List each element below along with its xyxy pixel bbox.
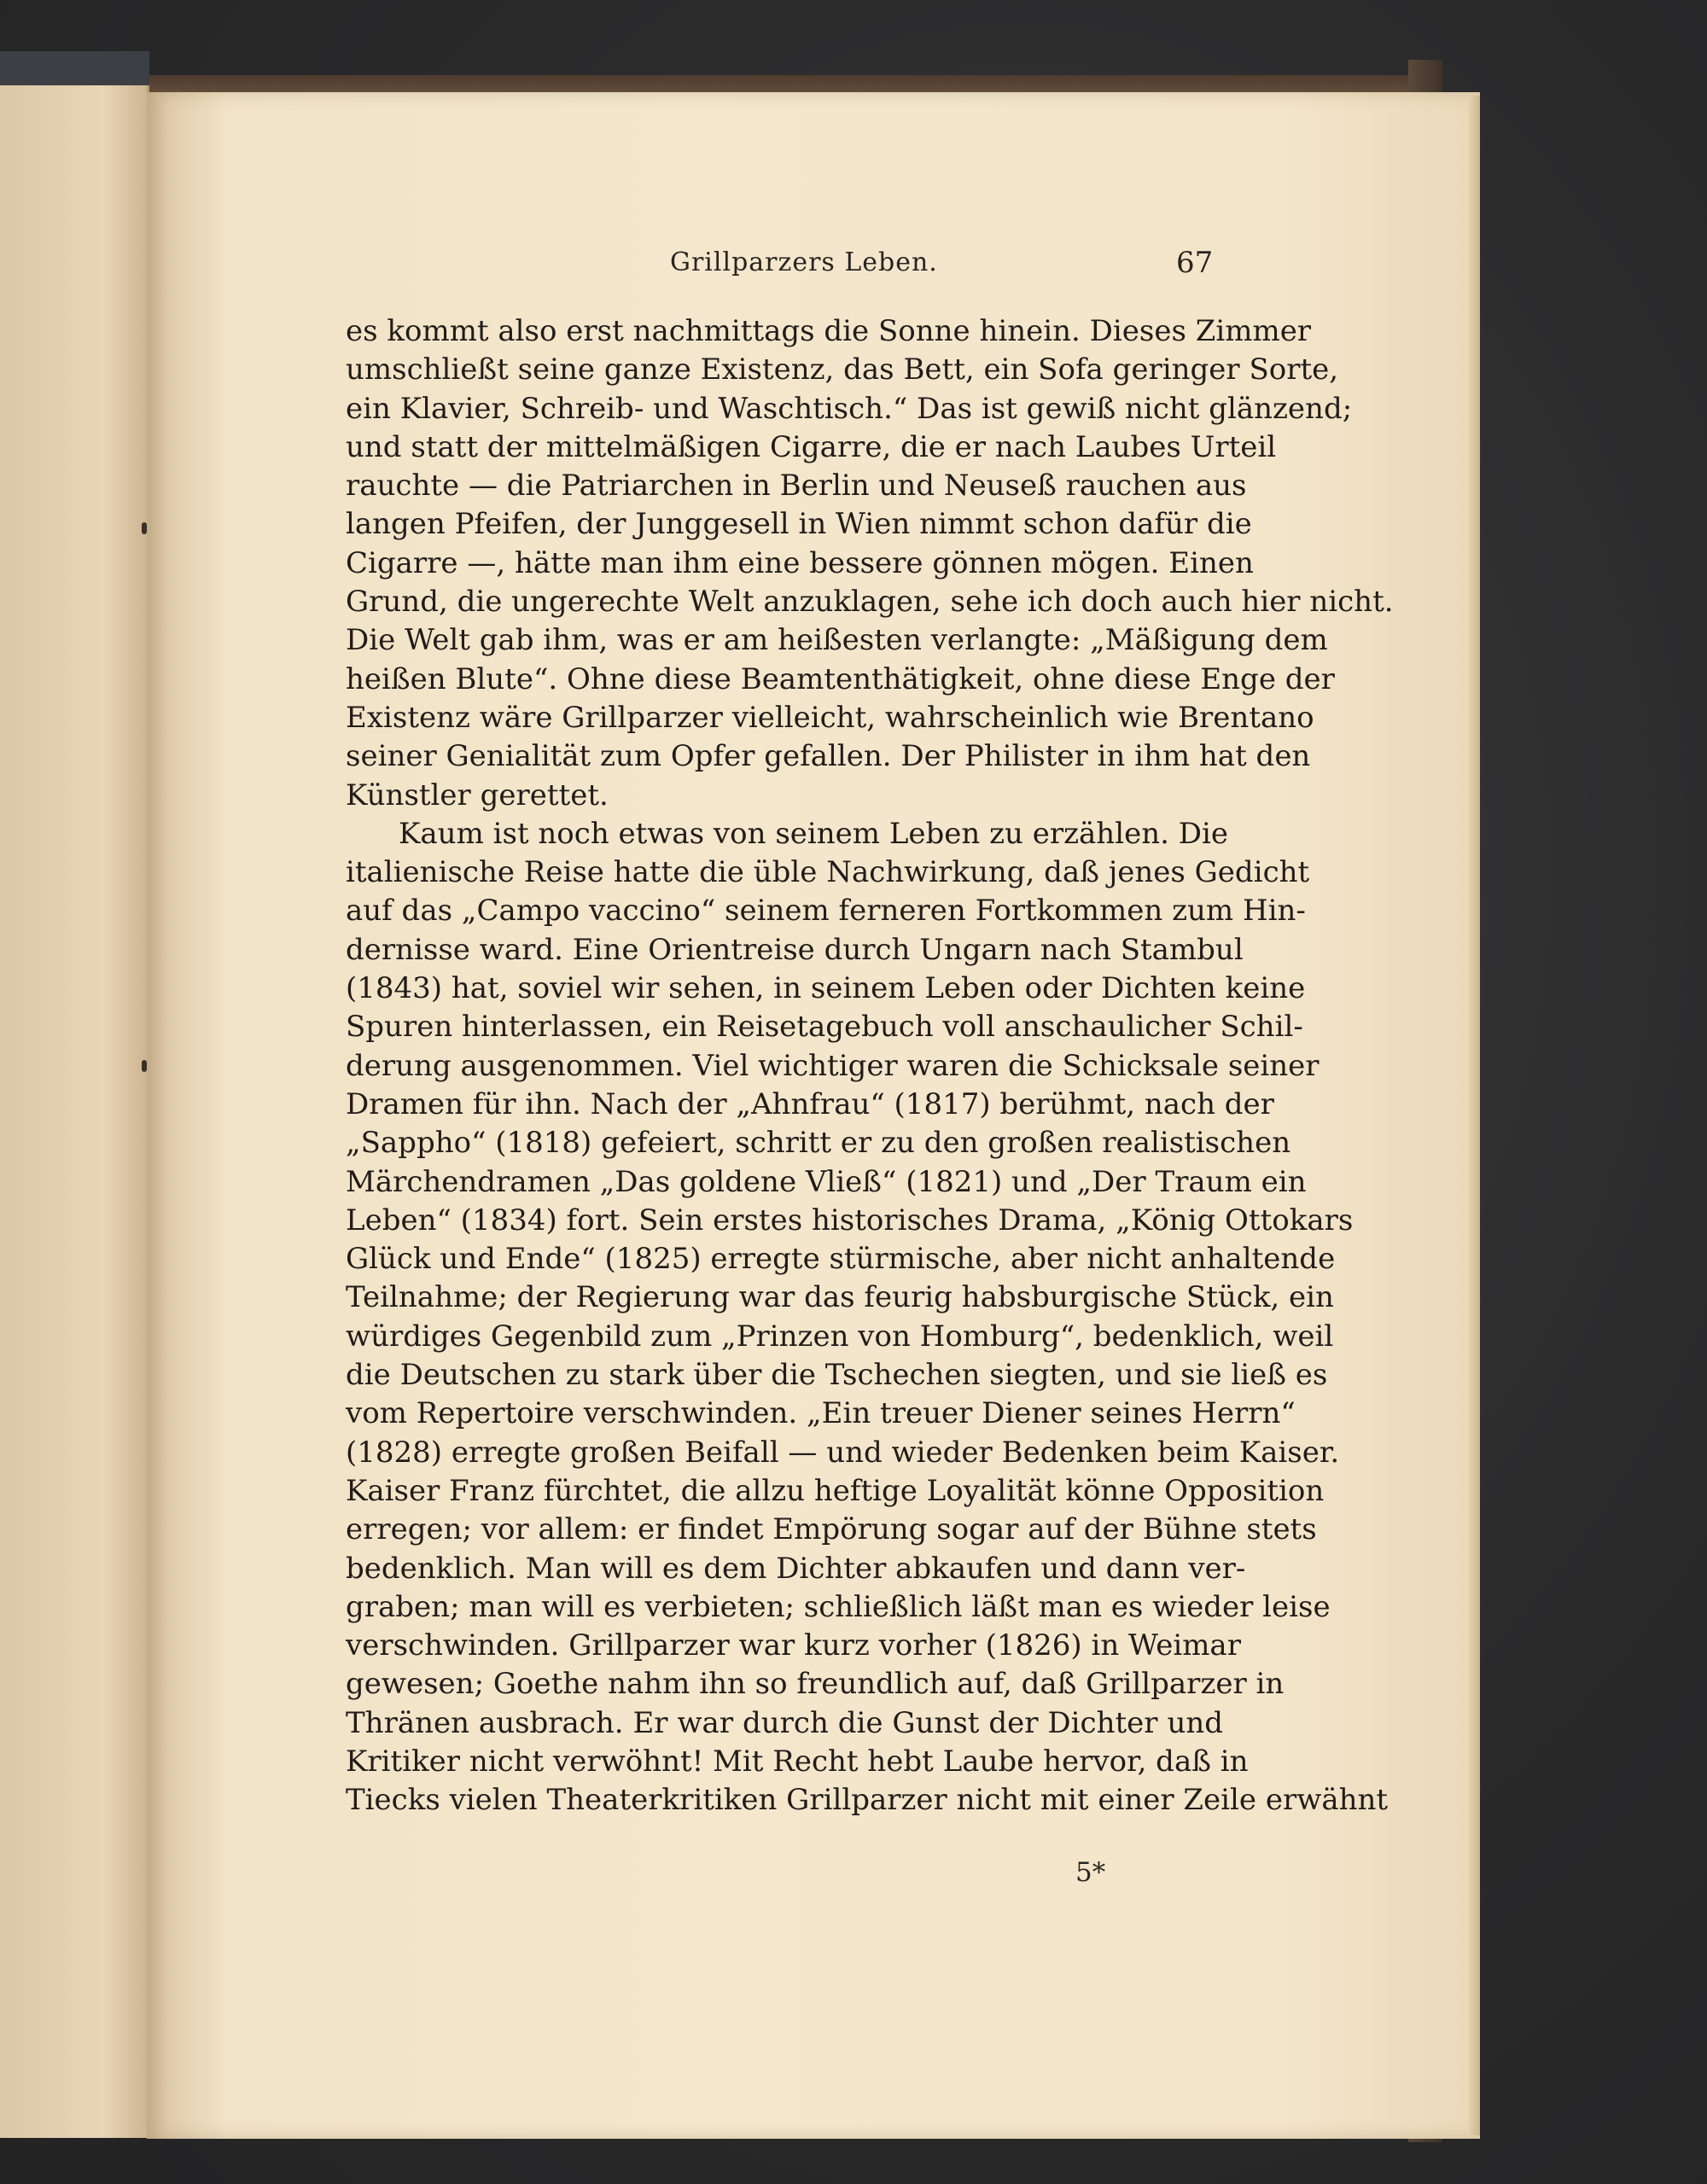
text-line: würdiges Gegenbild zum „Prinzen von Homburg“, bedenklich, weil bbox=[346, 1319, 1334, 1354]
text-line: Thränen ausbrach. Er war durch die Gunst der Dichter und bbox=[346, 1705, 1223, 1740]
text-line: Kritiker nicht verwöhnt! Mit Recht hebt Laube hervor, daß in bbox=[346, 1744, 1249, 1779]
page-edge bbox=[1468, 96, 1480, 2135]
text-line: und statt der mittelmäßigen Cigarre, die er nach Laubes Urteil bbox=[346, 429, 1277, 464]
text-line: Künstler gerettet. bbox=[346, 778, 609, 812]
text-line: „Sappho“ (1818) gefeiert, schritt er zu den großen realistischen bbox=[346, 1126, 1291, 1161]
text-line: ein Klavier, Schreib- und Waschtisch.“ Das ist gewiß nicht glänzend; bbox=[346, 391, 1353, 426]
text-line: Kaum ist noch etwas von seinem Leben zu erzählen. Die bbox=[399, 816, 1228, 851]
text-line: heißen Blute“. Ohne diese Beamtenthätigkeit, ohne diese Enge der bbox=[346, 661, 1335, 696]
text-line: graben; man will es verbieten; schließlich läßt man es wieder leise bbox=[346, 1589, 1331, 1624]
text-line: (1828) erregte großen Beifall — und wieder Bedenken beim Kaiser. bbox=[346, 1435, 1340, 1470]
page-number: 67 bbox=[1176, 246, 1214, 280]
text-line: Märchendramen „Das goldene Vließ“ (1821) und „Der Traum ein bbox=[346, 1164, 1307, 1199]
text-line: Leben“ (1834) fort. Sein erstes historisches Drama, „König Ottokars bbox=[346, 1203, 1354, 1238]
margin-mark bbox=[142, 522, 147, 534]
running-head: Grillparzers Leben. bbox=[670, 248, 938, 277]
text-line: umschließt seine ganze Existenz, das Bett, ein Sofa geringer Sorte, bbox=[346, 352, 1339, 387]
text-line: langen Pfeifen, der Junggesell in Wien nimmt schon dafür die bbox=[346, 507, 1252, 542]
text-line: bedenklich. Man will es dem Dichter abkaufen und dann ver- bbox=[346, 1551, 1246, 1586]
text-line: seiner Genialität zum Opfer gefallen. Der Philister in ihm hat den bbox=[346, 739, 1311, 774]
text-line: auf das „Campo vaccino“ seinem ferneren Fortkommen zum Hin- bbox=[346, 894, 1306, 929]
text-line: Spuren hinterlassen, ein Reisetagebuch voll anschaulicher Schil- bbox=[346, 1010, 1303, 1045]
text-line: Existenz wäre Grillparzer vielleicht, wahrscheinlich wie Brentano bbox=[346, 700, 1314, 735]
margin-mark bbox=[142, 1060, 147, 1072]
text-line: es kommt also erst nachmittags die Sonne hinein. Dieses Zimmer bbox=[346, 314, 1312, 348]
text-line: Die Welt gab ihm, was er am heißesten verlangte: „Mäßigung dem bbox=[346, 623, 1328, 658]
body-text bbox=[346, 312, 1394, 1820]
text-line: Glück und Ende“ (1825) erregte stürmische, aber nicht anhaltende bbox=[346, 1242, 1336, 1277]
text-line: erregen; vor allem: er findet Empörung sogar auf der Bühne stets bbox=[346, 1512, 1317, 1547]
text-line: Teilnahme; der Regierung war das feurig habsburgische Stück, ein bbox=[346, 1280, 1334, 1315]
text-line: rauchte — die Patriarchen in Berlin und Neuseß rauchen aus bbox=[346, 469, 1247, 504]
text-line: italienische Reise hatte die üble Nachwirkung, daß jenes Gedicht bbox=[346, 855, 1310, 890]
text-line: derung ausgenommen. Viel wichtiger waren die Schicksale seiner bbox=[346, 1048, 1320, 1083]
text-line: die Deutschen zu stark über die Tschechen siegten, und sie ließ es bbox=[346, 1358, 1328, 1393]
text-line: Tiecks vielen Theaterkritiken Grillparzer nicht mit einer Zeile erwähnt bbox=[346, 1783, 1389, 1818]
text-line: Grund, die ungerechte Welt anzuklagen, sehe ich doch auch hier nicht. bbox=[346, 585, 1394, 620]
text-line: vom Repertoire verschwinden. „Ein treuer Diener seines Herrn“ bbox=[346, 1396, 1296, 1431]
text-line: (1843) hat, soviel wir sehen, in seinem Leben oder Dichten keine bbox=[346, 971, 1306, 1006]
text-line: verschwinden. Grillparzer war kurz vorher (1826) in Weimar bbox=[346, 1628, 1241, 1663]
text-line: gewesen; Goethe nahm ihn so freundlich auf, daß Grillparzer in bbox=[346, 1667, 1285, 1702]
text-line: Kaiser Franz fürchtet, die allzu heftige Loyalität könne Opposition bbox=[346, 1473, 1325, 1508]
text-line: dernisse ward. Eine Orientreise durch Ungarn nach Stambul bbox=[346, 932, 1244, 967]
left-facing-page bbox=[0, 85, 149, 2138]
signature-mark: 5* bbox=[1075, 1857, 1106, 1888]
text-line: Cigarre —, hätte man ihm eine bessere gönnen mögen. Einen bbox=[346, 545, 1254, 580]
text-line: Dramen für ihn. Nach der „Ahnfrau“ (1817) berühmt, nach der bbox=[346, 1086, 1274, 1121]
